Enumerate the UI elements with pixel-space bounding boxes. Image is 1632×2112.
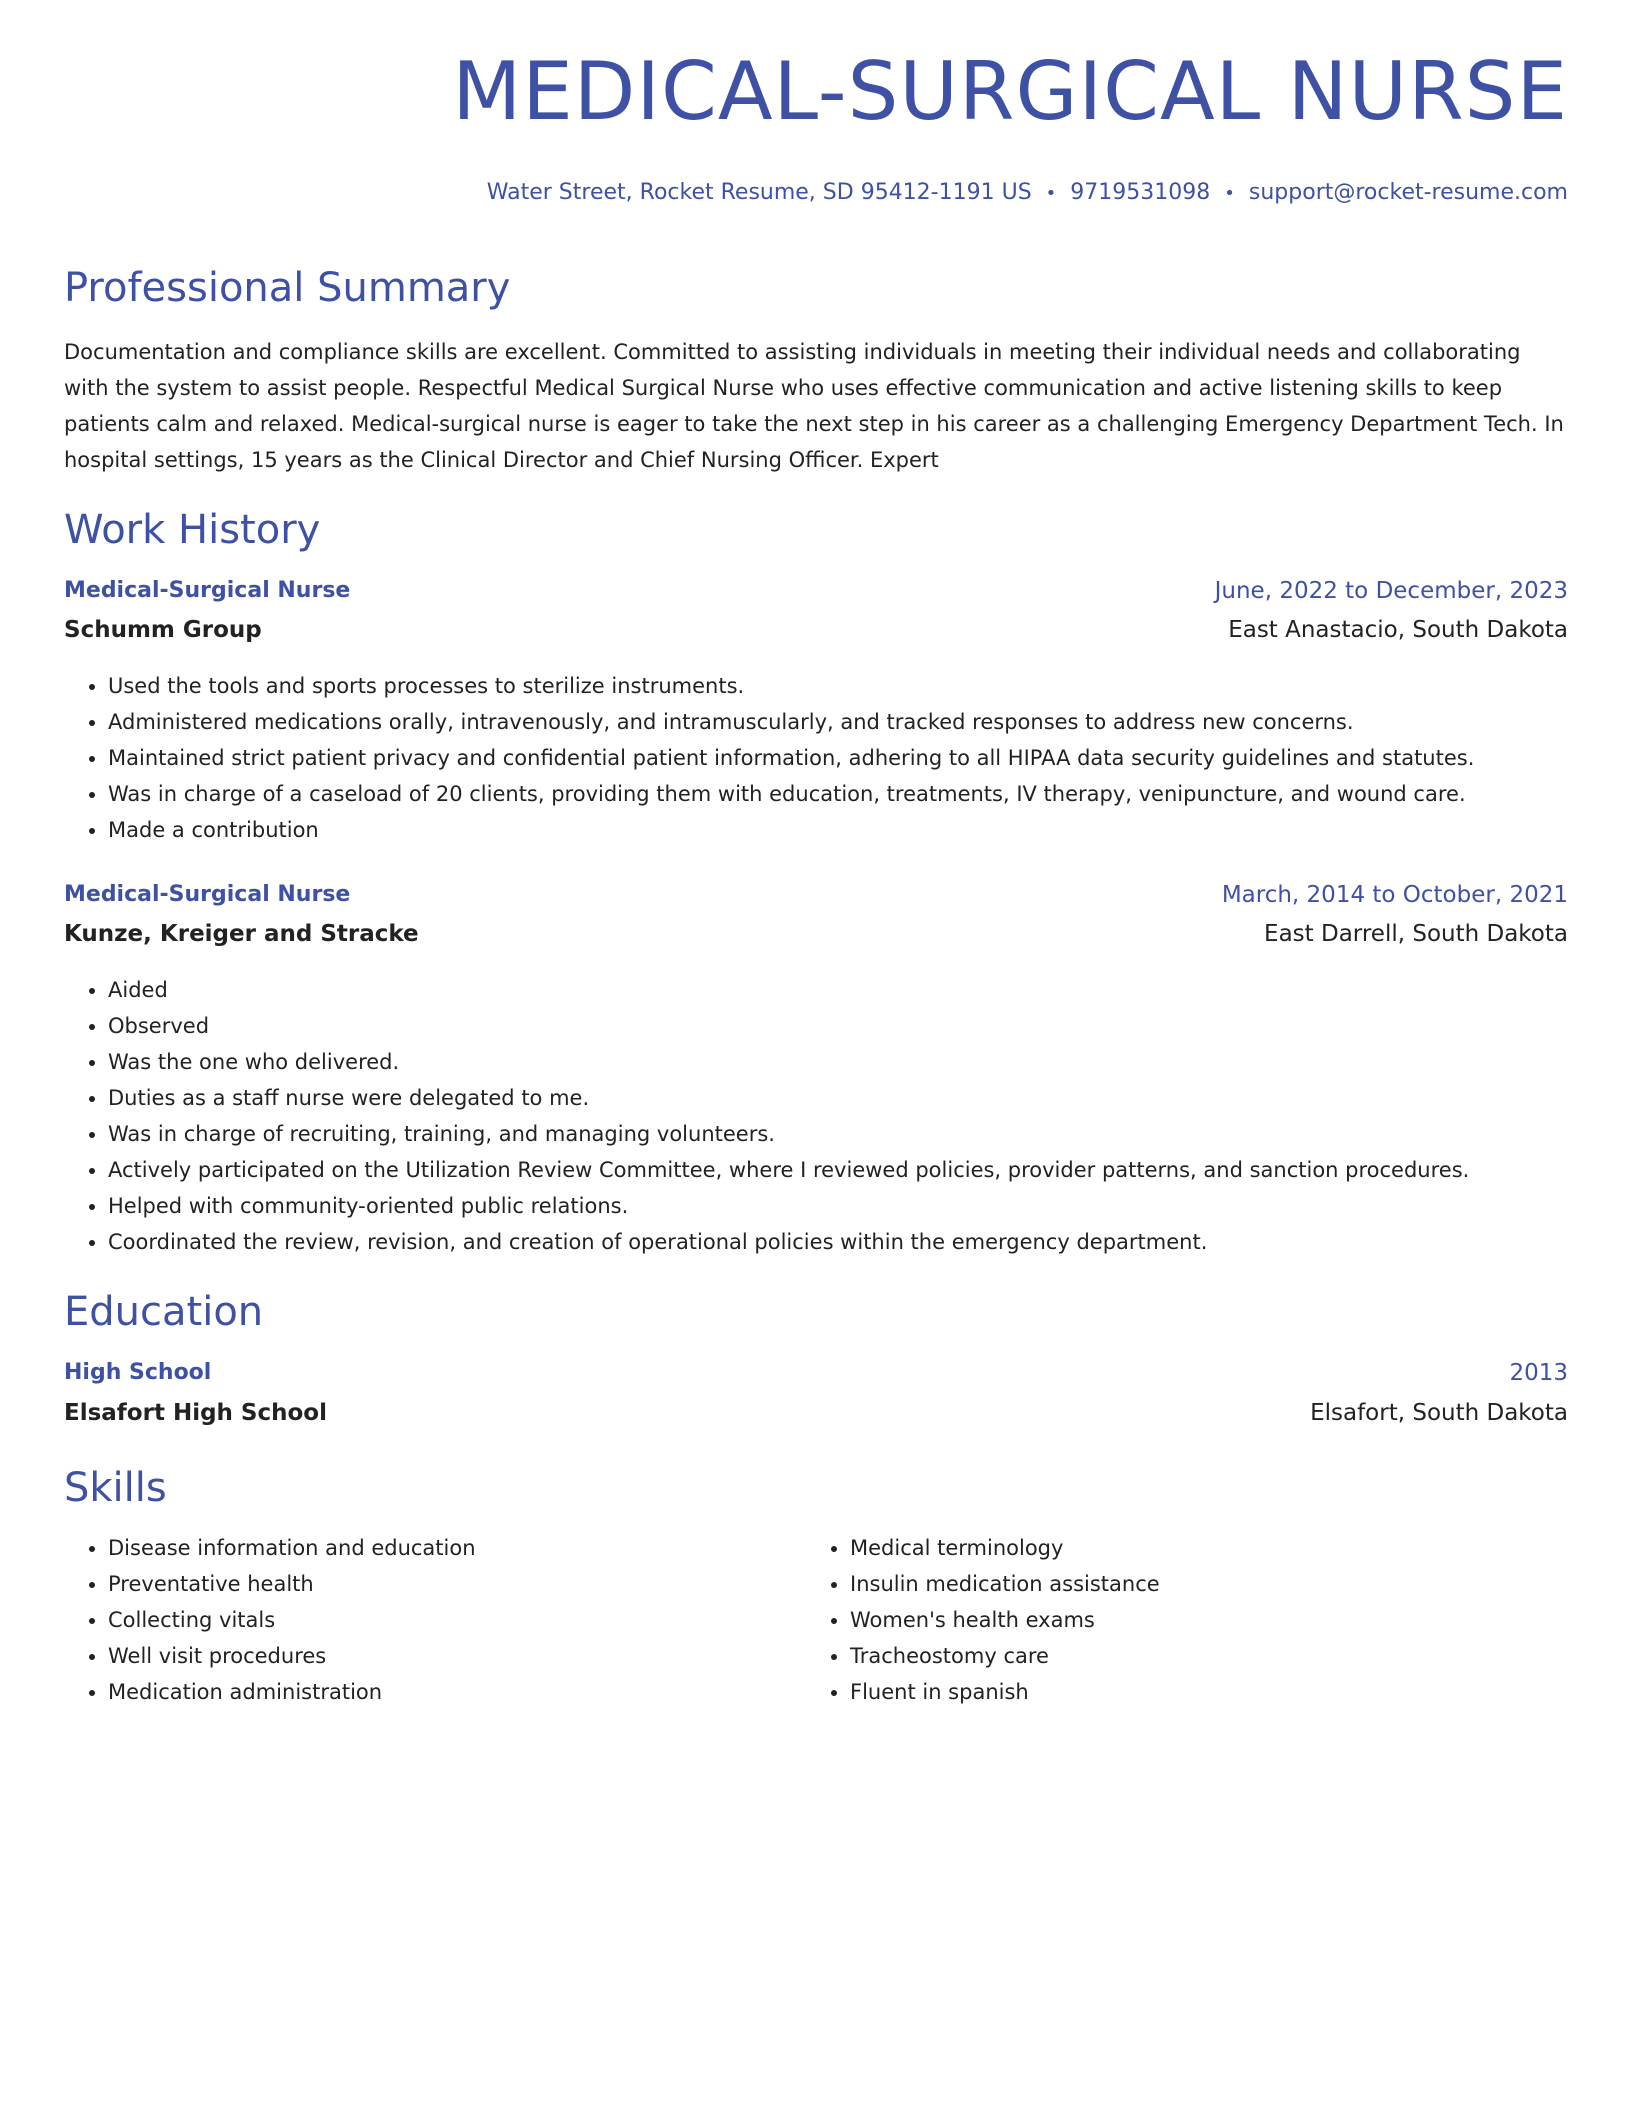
- list-item: • Helped with community-oriented public relations.: [108, 1188, 1469, 1224]
- contact-email[interactable]: support@rocket-resume.com: [1248, 180, 1568, 205]
- list-item: • Aided: [108, 972, 1469, 1008]
- skill-item: • Well visit procedures: [108, 1638, 476, 1674]
- list-item: • Was in charge of recruiting, training, and managing volunteers.: [108, 1116, 1469, 1152]
- job-company: Schumm Group: [64, 617, 262, 643]
- skill-item: • Disease information and education: [108, 1530, 476, 1566]
- list-item: • Was in charge of a caseload of 20 clients, providing them with education, treatments, IV therapy, venipuncture, and wound care.: [108, 776, 1474, 812]
- job-dates: March, 2014 to October, 2021: [1221, 882, 1568, 908]
- list-item: • Used the tools and sports processes to sterilize instruments.: [108, 668, 1474, 704]
- education-school-row: [64, 1398, 1568, 1428]
- skill-item: • Tracheostomy care: [850, 1638, 1160, 1674]
- contact-separator: •: [1224, 183, 1235, 204]
- skill-item: • Collecting vitals: [108, 1602, 476, 1638]
- contact-separator: •: [1045, 183, 1057, 204]
- skill-item: • Fluent in spanish: [850, 1674, 1160, 1710]
- job-title: Medical-Surgical Nurse: [64, 578, 351, 603]
- job-1-duties-list: [64, 668, 1474, 848]
- list-item: • Was the one who delivered.: [108, 1044, 1469, 1080]
- skill-item: • Women's health exams: [850, 1602, 1160, 1638]
- skill-item: • Preventative health: [108, 1566, 476, 1602]
- list-item: • Observed: [108, 1008, 1469, 1044]
- list-item: • Made a contribution: [108, 812, 1474, 848]
- job-location: East Darrell, South Dakota: [1264, 921, 1568, 947]
- contact-phone: 9719531098: [1070, 180, 1211, 205]
- summary-heading: Professional Summary: [64, 265, 511, 311]
- skill-item: • Medical terminology: [850, 1530, 1160, 1566]
- job-1-company-row: [64, 615, 1568, 645]
- contact-line: [487, 180, 1568, 205]
- skill-item: • Insulin medication assistance: [850, 1566, 1160, 1602]
- list-item: • Maintained strict patient privacy and confidential patient information, adhering to all HIPAA data security guidelines and statutes.: [108, 740, 1474, 776]
- summary-text: Documentation and compliance skills are excellent. Committed to assisting individuals in meeting their individual needs and collaborating with the system to assist people. Respectful Medical Surgical Nurse who uses effective communication and active listening skills to keep patients calm and relaxed. Medical-surgical nurse is eager to take the next step in his career as a challenging Emergency Department Tech. In hospital settings, 15 years as the Clinical Director and Chief Nursing Officer. Expert: [64, 340, 1564, 472]
- job-dates: June, 2022 to December, 2023: [1214, 578, 1568, 604]
- job-2-duties-list: [64, 972, 1469, 1260]
- skills-list-right: [806, 1530, 1160, 1710]
- job-company: Kunze, Kreiger and Stracke: [64, 921, 419, 947]
- work-history-heading: Work History: [64, 507, 321, 553]
- resume-name: MEDICAL-SURGICAL NURSE: [452, 45, 1568, 138]
- list-item: • Actively participated on the Utilization Review Committee, where I reviewed policies, provider patterns, and sanction procedures.: [108, 1152, 1469, 1188]
- education-year: 2013: [1509, 1360, 1568, 1386]
- job-title: Medical-Surgical Nurse: [64, 882, 351, 907]
- education-location: Elsafort, South Dakota: [1310, 1400, 1568, 1426]
- education-school: Elsafort High School: [64, 1400, 327, 1426]
- job-location: East Anastacio, South Dakota: [1228, 617, 1568, 643]
- education-heading: Education: [64, 1289, 264, 1335]
- education-degree-row: [64, 1358, 1568, 1388]
- list-item: • Administered medications orally, intravenously, and intramuscularly, and tracked responses to address new concerns.: [108, 704, 1474, 740]
- job-2-company-row: [64, 919, 1568, 949]
- skills-list-left: [64, 1530, 476, 1710]
- contact-address: Water Street, Rocket Resume, SD 95412-1191 US: [486, 180, 1032, 205]
- education-degree: High School: [64, 1360, 212, 1385]
- list-item: • Coordinated the review, revision, and creation of operational policies within the emergency department.: [108, 1224, 1469, 1260]
- job-1-title-row: [64, 576, 1568, 606]
- list-item: • Duties as a staff nurse were delegated to me.: [108, 1080, 1469, 1116]
- skill-item: • Medication administration: [108, 1674, 476, 1710]
- job-2-title-row: [64, 880, 1568, 910]
- skills-heading: Skills: [64, 1465, 167, 1511]
